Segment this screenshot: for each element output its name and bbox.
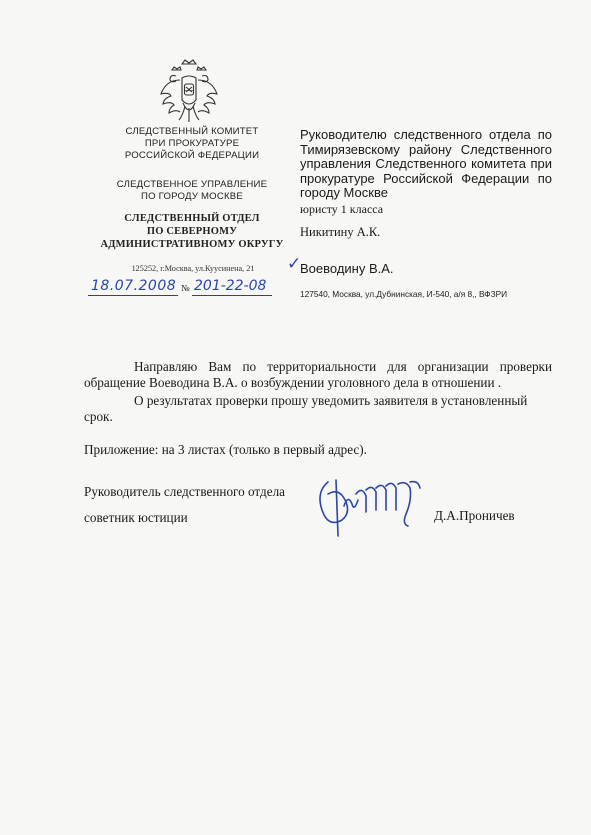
second-addressee-name: Воеводину В.А. bbox=[300, 261, 394, 276]
addressee-rank: юристу 1 класса bbox=[300, 202, 384, 216]
org-line: СЛЕДСТВЕННЫЙ КОМИТЕТ bbox=[125, 126, 259, 137]
registration-number: 201-22-08 bbox=[194, 278, 267, 294]
org-line: СЛЕДСТВЕННЫЙ ОТДЕЛ bbox=[124, 213, 260, 224]
handwritten-signature bbox=[314, 476, 438, 540]
addressee-block: Руководителю следственного отдела по Тимирязевскому району Следственного управления Следственного комитета при прокуратуре Российской Федерации по городу Москве bbox=[300, 127, 552, 200]
body-paragraph-2: О результатах проверки прошу уведомить заявителя в установленный срок. bbox=[84, 393, 528, 424]
sender-address: 125252, г.Москва, ул.Куусинена, 21 bbox=[131, 264, 255, 273]
date-underline bbox=[88, 295, 178, 296]
registration-date: 18.07.2008 bbox=[91, 278, 177, 294]
org-line: АДМИНИСТРАТИВНОМУ ОКРУГУ bbox=[100, 239, 284, 250]
org-line: ПО СЕВЕРНОМУ bbox=[146, 226, 238, 237]
signer-name: Д.А.Проничев bbox=[434, 508, 515, 523]
checkmark-icon: ✓ bbox=[287, 254, 302, 274]
signer-rank: советник юстиции bbox=[84, 510, 188, 525]
body-paragraph-1: Направляю Вам по территориальности для организации проверки обращение Воеводина В.А. о возбуждении уголовного дела в отношении . bbox=[84, 359, 552, 390]
addressee-name: Никитину А.К. bbox=[300, 225, 381, 239]
org-block-committee bbox=[92, 126, 292, 162]
number-sign: № bbox=[181, 283, 190, 293]
org-line: РОССИЙСКОЙ ФЕДЕРАЦИИ bbox=[124, 150, 260, 161]
second-addressee-address: 127540, Москва, ул.Дубнинская, И-540, а/я 8,, ВФЗРИ bbox=[300, 289, 508, 299]
org-line: ПРИ ПРОКУРАТУРЕ bbox=[144, 138, 240, 149]
registration-line bbox=[88, 278, 288, 298]
org-line: СЛЕДСТВЕННОЕ УПРАВЛЕНИЕ bbox=[116, 179, 268, 190]
number-underline bbox=[192, 295, 272, 296]
org-block-department bbox=[92, 179, 292, 203]
org-block-division bbox=[92, 212, 292, 251]
attachment-note: Приложение: на 3 листах (только в первый адрес). bbox=[84, 442, 367, 457]
coat-of-arms-emblem bbox=[158, 58, 220, 126]
org-line: ПО ГОРОДУ МОСКВЕ bbox=[141, 191, 243, 202]
signer-position: Руководитель следственного отдела bbox=[84, 484, 286, 499]
